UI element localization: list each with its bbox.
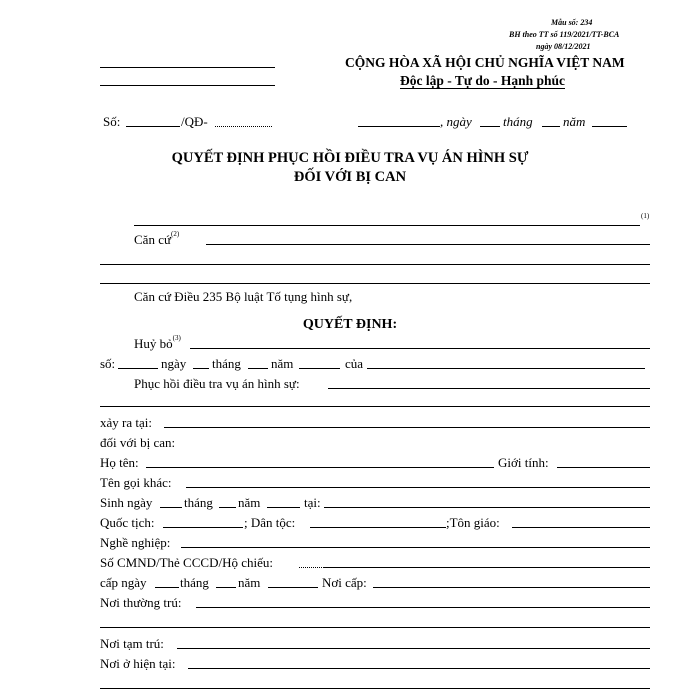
ho-ten-label: Họ tên: <box>100 455 139 470</box>
cap-ngay-field[interactable] <box>155 587 179 588</box>
title-line-2: ĐỐI VỚI BỊ CAN <box>293 169 407 185</box>
so-line-nam-field[interactable] <box>299 368 340 369</box>
sinh-ngay-label: Sinh ngày <box>100 495 153 510</box>
thang-label: tháng <box>503 114 533 129</box>
can-cu-label <box>134 232 179 248</box>
cap-thang-label: tháng <box>180 575 209 590</box>
cap-nam-field[interactable] <box>268 587 318 588</box>
quoc-tich-field[interactable] <box>163 527 243 528</box>
so-line-so-field[interactable] <box>118 368 158 369</box>
note-1: (1) <box>641 212 650 220</box>
ton-giao-field[interactable] <box>512 527 650 528</box>
can-cu-field-1[interactable] <box>206 244 650 245</box>
cmnd-label: Số CMND/Thẻ CCCD/Hộ chiếu: <box>100 555 273 570</box>
ho-ten-field[interactable] <box>146 467 494 468</box>
gioi-tinh-field[interactable] <box>557 467 650 468</box>
quoc-tich-label: Quốc tịch: <box>100 515 155 530</box>
xay-ra-label: xảy ra tại: <box>100 415 152 430</box>
can-cu-dieu: Căn cứ Điều 235 Bộ luật Tố tụng hình sự, <box>134 289 353 304</box>
noi-o-hien-tai-field-1[interactable] <box>188 668 650 669</box>
qd-label: /QĐ- <box>181 114 208 129</box>
nam-field[interactable] <box>592 126 627 127</box>
place-field[interactable] <box>358 126 440 127</box>
noi-cap-label: Nơi cấp: <box>322 575 367 590</box>
noi-thuong-tru-field-1[interactable] <box>196 607 650 608</box>
authority-field[interactable] <box>134 225 640 226</box>
noi-thuong-tru-field-2[interactable] <box>100 627 650 628</box>
agency-line-1[interactable] <box>100 67 275 68</box>
agency-line-2[interactable] <box>100 85 275 86</box>
cmnd-dots[interactable] <box>299 567 324 568</box>
cap-thang-field[interactable] <box>216 587 236 588</box>
sinh-nam-label: năm <box>238 495 261 510</box>
note-3: (3) <box>172 334 181 342</box>
phuc-hoi-label: Phục hồi điều tra vụ án hình sự: <box>134 376 300 391</box>
noi-o-hien-tai-label: Nơi ở hiện tại: <box>100 656 176 671</box>
so-line-cua-field[interactable] <box>367 368 645 369</box>
phuc-hoi-field-1[interactable] <box>328 388 650 389</box>
noi-tam-tru-field[interactable] <box>177 648 650 649</box>
sinh-ngay-field[interactable] <box>160 507 182 508</box>
xay-ra-field[interactable] <box>164 427 650 428</box>
so-label: Số: <box>103 114 121 129</box>
thang-field[interactable] <box>542 126 560 127</box>
cap-nam-label: năm <box>238 575 261 590</box>
dan-toc-field[interactable] <box>310 527 446 528</box>
ngay-field[interactable] <box>480 126 500 127</box>
ten-goi-khac-label: Tên gọi khác: <box>100 475 172 490</box>
sinh-tai-label: tại: <box>304 495 321 510</box>
decision-heading: QUYẾT ĐỊNH: <box>302 317 398 332</box>
doi-voi-label: đối với bị can: <box>100 435 176 450</box>
form-code-1: Mẫu số: 234 <box>551 18 593 27</box>
so-line-cua: của <box>345 356 364 371</box>
so-line-ngay-field[interactable] <box>193 368 209 369</box>
noi-o-hien-tai-field-2[interactable] <box>100 688 650 689</box>
title-line-1: QUYẾT ĐỊNH PHỤC HỒI ĐIỀU TRA VỤ ÁN HÌNH SỰ <box>171 150 529 166</box>
can-cu-field-2[interactable] <box>100 264 650 265</box>
so-field[interactable] <box>126 126 180 127</box>
huy-bo-field[interactable] <box>190 348 650 349</box>
noi-thuong-tru-label: Nơi thường trú: <box>100 595 182 610</box>
nam-label: năm <box>563 114 586 129</box>
noi-tam-tru-label: Nơi tạm trú: <box>100 636 164 651</box>
so-line-so: số: <box>100 356 116 371</box>
motto: Độc lập - Tự do - Hạnh phúc <box>400 73 566 88</box>
form-code-3: ngày 08/12/2021 <box>536 42 591 51</box>
ten-goi-khac-field[interactable] <box>186 487 650 488</box>
so-line-thang: tháng <box>212 356 241 371</box>
so-line-thang-field[interactable] <box>248 368 268 369</box>
country-header: CỘNG HÒA XÃ HỘI CHỦ NGHĨA VIỆT NAM <box>345 55 625 70</box>
so-line-nam: năm <box>271 356 294 371</box>
sinh-thang-field[interactable] <box>219 507 236 508</box>
huy-bo-label <box>134 336 181 352</box>
cmnd-field[interactable] <box>324 567 650 568</box>
so-line-ngay: ngày <box>161 356 187 371</box>
qd-field[interactable] <box>215 126 272 127</box>
nghe-nghiep-field[interactable] <box>181 547 650 548</box>
cap-ngay-label: cấp ngày <box>100 575 147 590</box>
gioi-tinh-label: Giới tính: <box>498 455 549 470</box>
nghe-nghiep-label: Nghề nghiệp: <box>100 535 171 550</box>
form-code-2: BH theo TT số 119/2021/TT-BCA <box>509 30 620 39</box>
sinh-tai-field[interactable] <box>324 507 650 508</box>
can-cu-field-3[interactable] <box>100 283 650 284</box>
phuc-hoi-field-2[interactable] <box>100 406 650 407</box>
sinh-nam-field[interactable] <box>267 507 300 508</box>
dan-toc-label: ; Dân tộc: <box>244 515 296 530</box>
huy-bo-text: Huỷ bỏ <box>134 336 173 351</box>
ngay-label: , ngày <box>440 114 472 129</box>
can-cu-text: Căn cứ <box>134 232 172 247</box>
note-2: (2) <box>171 230 180 238</box>
noi-cap-field[interactable] <box>373 587 650 588</box>
ton-giao-label: ;Tôn giáo: <box>446 515 500 530</box>
sinh-thang-label: tháng <box>184 495 213 510</box>
